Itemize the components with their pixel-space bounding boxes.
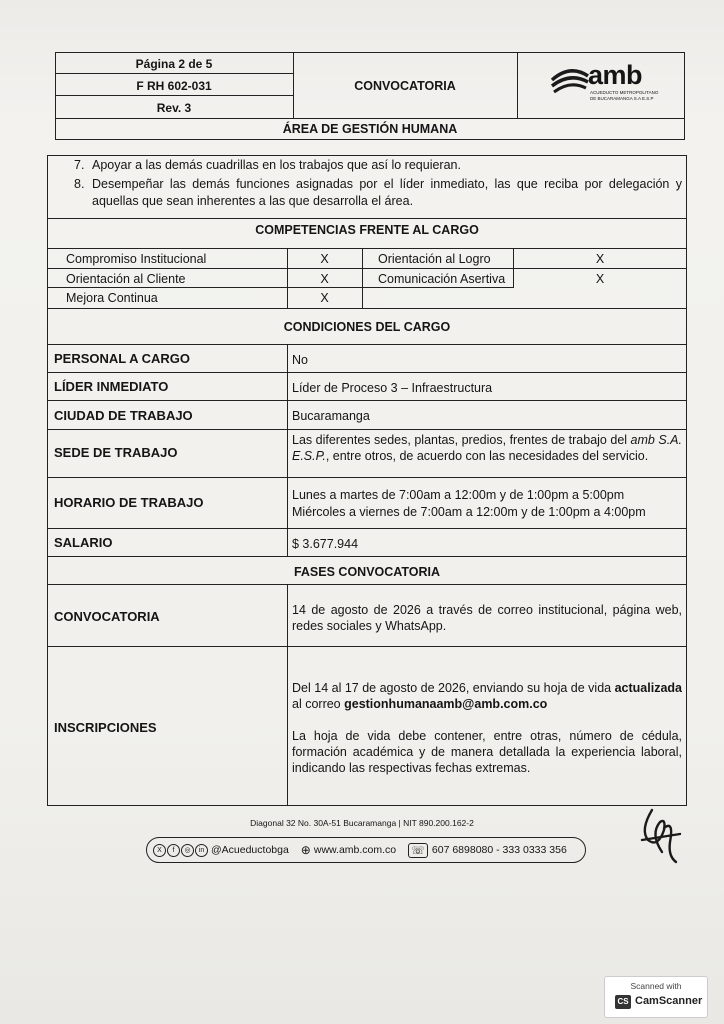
label-salario: SALARIO: [54, 535, 113, 550]
label-lider: LÍDER INMEDIATO: [54, 379, 169, 394]
linkedin-icon[interactable]: in: [195, 844, 208, 857]
phases-title: FASES CONVOCATORIA: [293, 565, 441, 579]
label-inscripciones: INSCRIPCIONES: [54, 720, 157, 735]
function-item-8: 8. Desempeñar las demás funciones asignadas por el líder inmediato, las que reciba por delegación y aquellas que sean inherentes a las que desarrolla el área.: [74, 177, 682, 208]
revision: Rev. 3: [156, 101, 192, 115]
drop-logo-icon: [548, 66, 592, 96]
area-title: ÁREA DE GESTIÓN HUMANA: [282, 122, 458, 136]
value-lider: Líder de Proceso 3 – Infraestructura: [292, 381, 493, 395]
value-horario-1: Lunes a martes de 7:00am a 12:00m y de 1:00pm a 5:00pm: [292, 488, 625, 502]
label-personal: PERSONAL A CARGO: [54, 351, 191, 366]
x-icon[interactable]: X: [153, 844, 166, 857]
logo-wordmark: amb: [588, 60, 643, 90]
competency-logro: Orientación al Logro: [378, 252, 491, 266]
document-title: CONVOCATORIA: [354, 79, 456, 93]
value-ciudad: Bucaramanga: [292, 409, 370, 423]
camscanner-badge: [604, 976, 708, 1018]
website-link[interactable]: www.amb.com.co: [313, 844, 397, 856]
value-sede: Las diferentes sedes, plantas, predios, frentes de trabajo del amb S.A. E.S.P., entre otros, de acuerdo con las necesidades del servicio.: [292, 433, 682, 463]
competency-mark: X: [595, 272, 605, 286]
globe-icon: ⊕: [300, 843, 311, 857]
value-convocatoria: 14 de agosto de 2026 a través de correo institucional, página web, redes sociales y WhatsApp.: [292, 603, 682, 633]
conditions-title: CONDICIONES DEL CARGO: [283, 320, 451, 334]
camscanner-icon: CS: [615, 995, 631, 1009]
competency-mark: X: [320, 252, 329, 266]
logo-subtitle-2: DE BUCARAMANGA S.A E.S.P: [590, 96, 654, 101]
value-salario: $ 3.677.944: [292, 537, 359, 551]
competency-mejora: Mejora Continua: [66, 291, 158, 305]
social-handle[interactable]: @Acueductobga: [211, 844, 289, 856]
phone-numbers: 607 6898080 - 333 0333 356: [431, 844, 567, 856]
value-inscripciones-1: Del 14 al 17 de agosto de 2026, enviando su hoja de vida actualizada al correo gestionhumanaamb@amb.com.co: [292, 681, 682, 711]
amb-logo: [548, 60, 678, 108]
facebook-icon[interactable]: f: [167, 844, 180, 857]
document-code: F RH 602-031: [136, 79, 212, 93]
competency-compromiso: Compromiso Institucional: [66, 252, 207, 266]
scanned-with-text: Scanned with: [630, 981, 682, 991]
label-ciudad: CIUDAD DE TRABAJO: [54, 408, 193, 423]
handwritten-signature: [630, 800, 690, 870]
competency-comunicacion: Comunicación Asertiva: [378, 272, 506, 286]
value-personal: No: [292, 353, 308, 367]
label-horario: HORARIO DE TRABAJO: [54, 495, 204, 510]
page-number: Página 2 de 5: [135, 57, 213, 71]
footer-address: Diagonal 32 No. 30A-51 Bucaramanga | NIT 890.200.162-2: [250, 818, 474, 828]
instagram-icon[interactable]: ◎: [181, 844, 194, 857]
value-inscripciones-2: La hoja de vida debe contener, entre otras, número de cédula, formación académica y de manera detallada la experiencia laboral, indicando las respectivas fechas extremas.: [292, 729, 682, 775]
competency-mark: X: [320, 291, 329, 305]
competencies-title: COMPETENCIAS FRENTE AL CARGO: [255, 223, 479, 237]
label-convocatoria: CONVOCATORIA: [54, 609, 160, 624]
label-sede: SEDE DE TRABAJO: [54, 445, 178, 460]
competency-mark: X: [595, 252, 605, 266]
logo-subtitle-1: ACUEDUCTO METROPOLITANO: [590, 90, 659, 95]
email-link[interactable]: gestionhumanaamb@amb.com.co: [344, 697, 548, 711]
phone-icon: ☏: [408, 843, 428, 858]
camscanner-wordmark: CamScanner: [635, 995, 703, 1007]
competency-mark: X: [320, 272, 329, 286]
footer-contact-bar: [146, 837, 586, 863]
function-item-7: 7. Apoyar a las demás cuadrillas en los trabajos que así lo requieran.: [74, 158, 461, 172]
value-horario-2: Miércoles a viernes de 7:00am a 12:00m y de 1:00pm a 4:00pm: [292, 505, 646, 519]
competency-cliente: Orientación al Cliente: [66, 272, 186, 286]
